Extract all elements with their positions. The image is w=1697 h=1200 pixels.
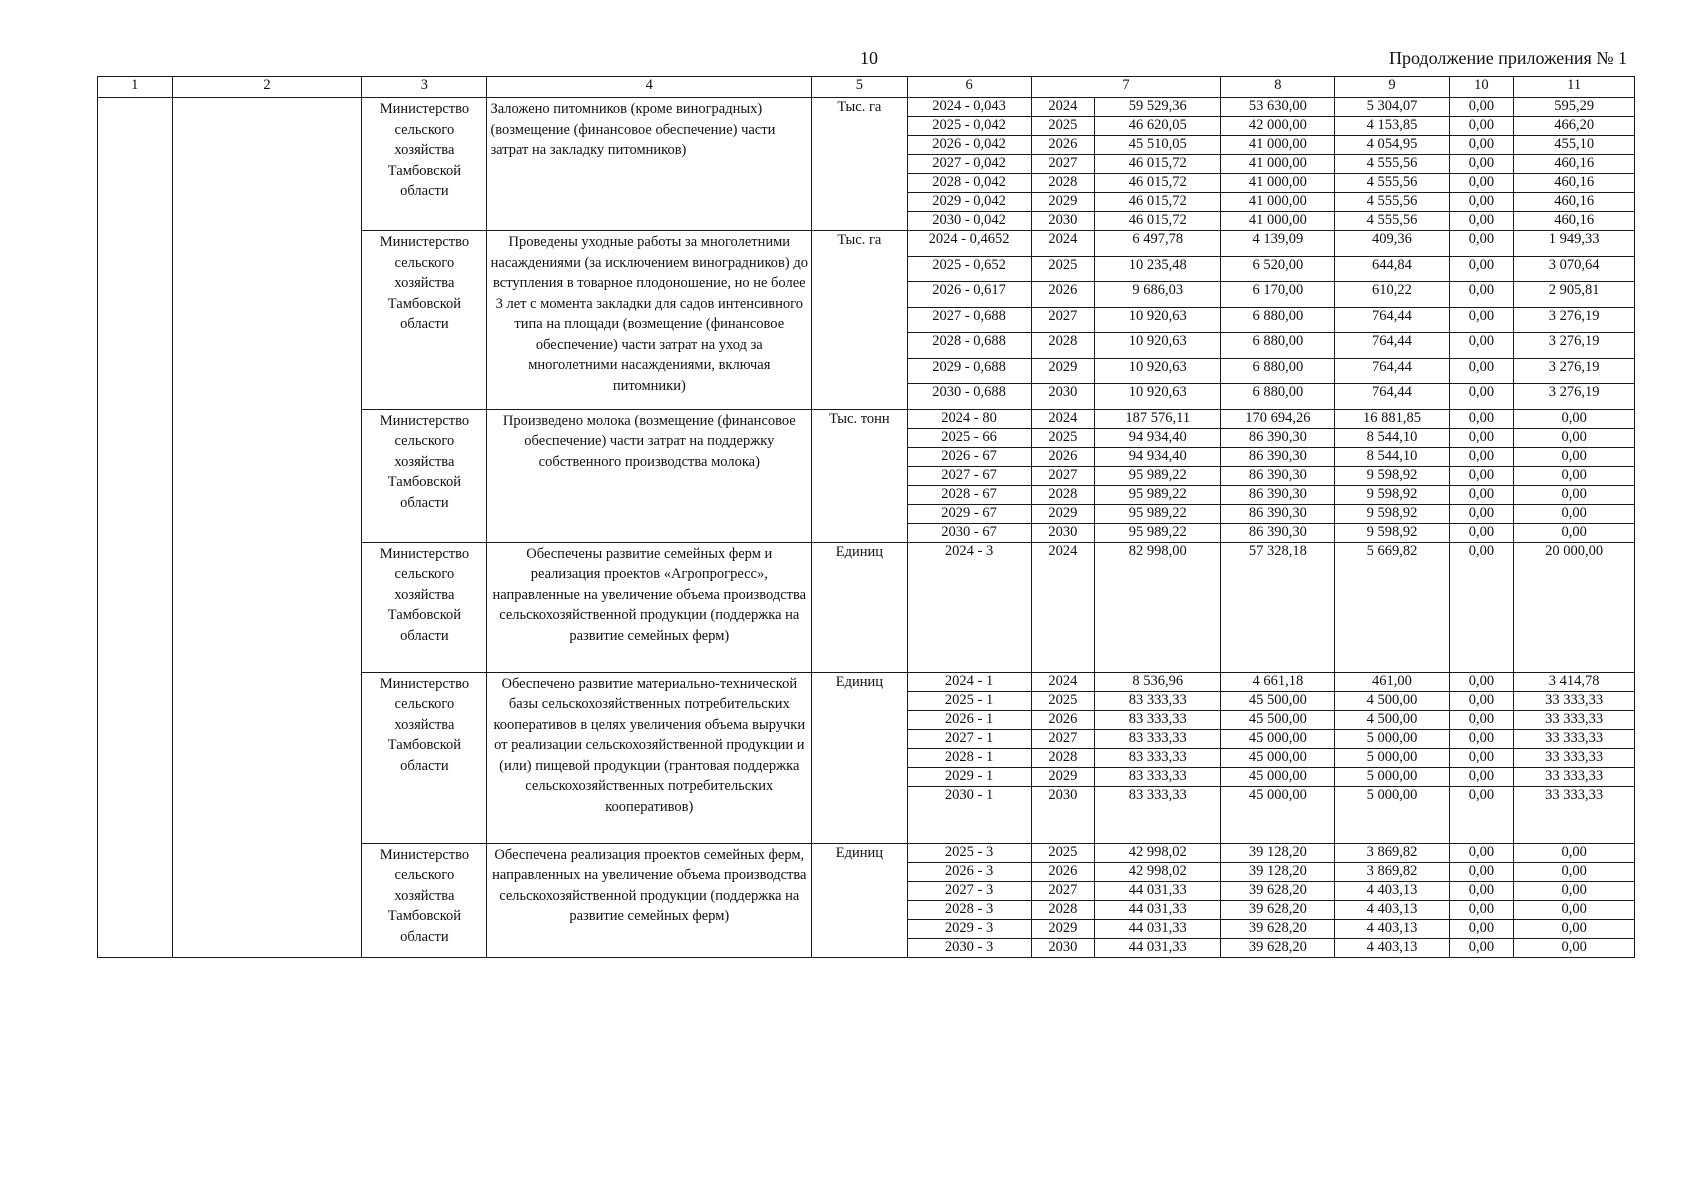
total-amount-cell: 42 998,02 xyxy=(1095,862,1221,881)
total-amount-cell: 45 510,05 xyxy=(1095,136,1221,155)
local-amount-cell: 0,00 xyxy=(1449,767,1514,786)
column-header-9: 9 xyxy=(1335,77,1449,98)
local-amount-cell: 0,00 xyxy=(1449,409,1514,428)
federal-amount-cell: 41 000,00 xyxy=(1221,136,1335,155)
year-cell: 2029 xyxy=(1031,193,1095,212)
extrabudget-amount-cell: 3 276,19 xyxy=(1514,307,1635,333)
extrabudget-amount-cell: 33 333,33 xyxy=(1514,767,1635,786)
year-cell: 2026 xyxy=(1031,862,1095,881)
local-amount-cell: 0,00 xyxy=(1449,843,1514,862)
federal-amount-cell: 86 390,30 xyxy=(1221,466,1335,485)
local-amount-cell: 0,00 xyxy=(1449,862,1514,881)
local-amount-cell: 0,00 xyxy=(1449,504,1514,523)
federal-amount-cell: 53 630,00 xyxy=(1221,98,1335,117)
year-target-cell: 2028 - 0,688 xyxy=(907,333,1031,359)
local-amount-cell: 0,00 xyxy=(1449,117,1514,136)
local-amount-cell: 0,00 xyxy=(1449,672,1514,691)
year-cell: 2024 xyxy=(1031,409,1095,428)
local-amount-cell: 0,00 xyxy=(1449,447,1514,466)
year-target-cell: 2024 - 80 xyxy=(907,409,1031,428)
total-amount-cell: 44 031,33 xyxy=(1095,881,1221,900)
unit-cell: Тыс. га xyxy=(812,98,907,231)
regional-amount-cell: 8 544,10 xyxy=(1335,428,1449,447)
year-cell: 2026 xyxy=(1031,447,1095,466)
year-cell: 2026 xyxy=(1031,282,1095,308)
year-target-cell: 2030 - 0,688 xyxy=(907,384,1031,410)
total-amount-cell: 83 333,33 xyxy=(1095,710,1221,729)
extrabudget-amount-cell: 33 333,33 xyxy=(1514,729,1635,748)
total-amount-cell: 94 934,40 xyxy=(1095,447,1221,466)
federal-amount-cell: 86 390,30 xyxy=(1221,523,1335,542)
column-header-8: 8 xyxy=(1221,77,1335,98)
extrabudget-amount-cell: 33 333,33 xyxy=(1514,710,1635,729)
year-cell: 2030 xyxy=(1031,384,1095,410)
local-amount-cell: 0,00 xyxy=(1449,919,1514,938)
federal-amount-cell: 6 170,00 xyxy=(1221,282,1335,308)
regional-amount-cell: 5 000,00 xyxy=(1335,767,1449,786)
local-amount-cell: 0,00 xyxy=(1449,358,1514,384)
regional-amount-cell: 4 403,13 xyxy=(1335,900,1449,919)
regional-amount-cell: 4 555,56 xyxy=(1335,193,1449,212)
year-target-cell: 2025 - 66 xyxy=(907,428,1031,447)
year-target-cell: 2028 - 1 xyxy=(907,748,1031,767)
total-amount-cell: 10 235,48 xyxy=(1095,256,1221,282)
federal-amount-cell: 45 000,00 xyxy=(1221,767,1335,786)
year-cell: 2027 xyxy=(1031,307,1095,333)
local-amount-cell: 0,00 xyxy=(1449,98,1514,117)
federal-amount-cell: 41 000,00 xyxy=(1221,174,1335,193)
extrabudget-amount-cell: 0,00 xyxy=(1514,881,1635,900)
total-amount-cell: 10 920,63 xyxy=(1095,358,1221,384)
year-target-cell: 2027 - 3 xyxy=(907,881,1031,900)
extrabudget-amount-cell: 460,16 xyxy=(1514,212,1635,231)
local-amount-cell: 0,00 xyxy=(1449,485,1514,504)
total-amount-cell: 46 620,05 xyxy=(1095,117,1221,136)
total-amount-cell: 46 015,72 xyxy=(1095,212,1221,231)
year-target-cell: 2027 - 67 xyxy=(907,466,1031,485)
local-amount-cell: 0,00 xyxy=(1449,256,1514,282)
extrabudget-amount-cell: 0,00 xyxy=(1514,466,1635,485)
total-amount-cell: 44 031,33 xyxy=(1095,900,1221,919)
total-amount-cell: 83 333,33 xyxy=(1095,729,1221,748)
result-description-cell: Произведено молока (возмещение (финансовое обеспечение) части затрат на поддержку собственного производства молока) xyxy=(487,409,812,542)
total-amount-cell: 6 497,78 xyxy=(1095,231,1221,257)
unit-cell: Единиц xyxy=(812,843,907,957)
federal-amount-cell: 45 000,00 xyxy=(1221,729,1335,748)
year-target-cell: 2030 - 0,042 xyxy=(907,212,1031,231)
year-target-cell: 2029 - 1 xyxy=(907,767,1031,786)
total-amount-cell: 187 576,11 xyxy=(1095,409,1221,428)
federal-amount-cell: 41 000,00 xyxy=(1221,155,1335,174)
total-amount-cell: 83 333,33 xyxy=(1095,767,1221,786)
total-amount-cell: 46 015,72 xyxy=(1095,174,1221,193)
year-cell: 2028 xyxy=(1031,174,1095,193)
local-amount-cell: 0,00 xyxy=(1449,155,1514,174)
extrabudget-amount-cell: 1 949,33 xyxy=(1514,231,1635,257)
extrabudget-amount-cell: 33 333,33 xyxy=(1514,786,1635,843)
year-cell: 2025 xyxy=(1031,428,1095,447)
year-cell: 2024 xyxy=(1031,672,1095,691)
regional-amount-cell: 4 403,13 xyxy=(1335,919,1449,938)
year-cell: 2027 xyxy=(1031,466,1095,485)
total-amount-cell: 42 998,02 xyxy=(1095,843,1221,862)
local-amount-cell: 0,00 xyxy=(1449,282,1514,308)
regional-amount-cell: 610,22 xyxy=(1335,282,1449,308)
federal-amount-cell: 39 628,20 xyxy=(1221,900,1335,919)
table-row xyxy=(98,98,1635,117)
extrabudget-amount-cell: 0,00 xyxy=(1514,428,1635,447)
local-amount-cell: 0,00 xyxy=(1449,333,1514,359)
year-cell: 2027 xyxy=(1031,155,1095,174)
year-cell: 2024 xyxy=(1031,98,1095,117)
year-target-cell: 2029 - 3 xyxy=(907,919,1031,938)
local-amount-cell: 0,00 xyxy=(1449,384,1514,410)
year-cell: 2028 xyxy=(1031,333,1095,359)
extrabudget-amount-cell: 3 414,78 xyxy=(1514,672,1635,691)
extrabudget-amount-cell: 455,10 xyxy=(1514,136,1635,155)
extrabudget-amount-cell: 20 000,00 xyxy=(1514,542,1635,672)
year-target-cell: 2030 - 1 xyxy=(907,786,1031,843)
year-target-cell: 2028 - 67 xyxy=(907,485,1031,504)
ministry-cell: Министерство сельского хозяйства Тамбовской области xyxy=(362,231,487,410)
extrabudget-amount-cell: 0,00 xyxy=(1514,447,1635,466)
year-cell: 2030 xyxy=(1031,523,1095,542)
year-cell: 2030 xyxy=(1031,938,1095,957)
year-cell: 2026 xyxy=(1031,136,1095,155)
extrabudget-amount-cell: 460,16 xyxy=(1514,193,1635,212)
year-target-cell: 2025 - 0,652 xyxy=(907,256,1031,282)
year-target-cell: 2030 - 67 xyxy=(907,523,1031,542)
regional-amount-cell: 5 000,00 xyxy=(1335,729,1449,748)
regional-amount-cell: 764,44 xyxy=(1335,358,1449,384)
year-cell: 2024 xyxy=(1031,542,1095,672)
total-amount-cell: 44 031,33 xyxy=(1095,938,1221,957)
total-amount-cell: 82 998,00 xyxy=(1095,542,1221,672)
year-target-cell: 2028 - 3 xyxy=(907,900,1031,919)
year-target-cell: 2025 - 1 xyxy=(907,691,1031,710)
federal-amount-cell: 86 390,30 xyxy=(1221,504,1335,523)
year-cell: 2030 xyxy=(1031,212,1095,231)
local-amount-cell: 0,00 xyxy=(1449,307,1514,333)
regional-amount-cell: 4 500,00 xyxy=(1335,710,1449,729)
regional-amount-cell: 8 544,10 xyxy=(1335,447,1449,466)
result-description-cell: Обеспечены развитие семейных ферм и реализация проектов «Агропрогресс», направленные на увеличение объема производства сельскохозяйственной продукции (поддержка на развитие семейных ферм) xyxy=(487,542,812,672)
regional-amount-cell: 5 669,82 xyxy=(1335,542,1449,672)
year-target-cell: 2030 - 3 xyxy=(907,938,1031,957)
local-amount-cell: 0,00 xyxy=(1449,231,1514,257)
total-amount-cell: 95 989,22 xyxy=(1095,485,1221,504)
local-amount-cell: 0,00 xyxy=(1449,542,1514,672)
federal-amount-cell: 4 661,18 xyxy=(1221,672,1335,691)
local-amount-cell: 0,00 xyxy=(1449,523,1514,542)
total-amount-cell: 10 920,63 xyxy=(1095,307,1221,333)
year-target-cell: 2029 - 0,688 xyxy=(907,358,1031,384)
regional-amount-cell: 4 153,85 xyxy=(1335,117,1449,136)
unit-cell: Единиц xyxy=(812,542,907,672)
year-target-cell: 2026 - 0,042 xyxy=(907,136,1031,155)
regional-amount-cell: 4 403,13 xyxy=(1335,938,1449,957)
year-target-cell: 2025 - 0,042 xyxy=(907,117,1031,136)
appendix-table xyxy=(97,76,1635,958)
regional-amount-cell: 16 881,85 xyxy=(1335,409,1449,428)
total-amount-cell: 9 686,03 xyxy=(1095,282,1221,308)
year-cell: 2025 xyxy=(1031,843,1095,862)
page-number: 10 xyxy=(860,48,878,68)
federal-amount-cell: 45 000,00 xyxy=(1221,748,1335,767)
regional-amount-cell: 4 403,13 xyxy=(1335,881,1449,900)
column-header-11: 11 xyxy=(1514,77,1635,98)
total-amount-cell: 83 333,33 xyxy=(1095,748,1221,767)
local-amount-cell: 0,00 xyxy=(1449,212,1514,231)
regional-amount-cell: 9 598,92 xyxy=(1335,485,1449,504)
column-header-6: 6 xyxy=(907,77,1031,98)
regional-amount-cell: 4 054,95 xyxy=(1335,136,1449,155)
year-target-cell: 2024 - 0,4652 xyxy=(907,231,1031,257)
regional-amount-cell: 9 598,92 xyxy=(1335,466,1449,485)
federal-amount-cell: 41 000,00 xyxy=(1221,212,1335,231)
federal-amount-cell: 45 000,00 xyxy=(1221,786,1335,843)
extrabudget-amount-cell: 0,00 xyxy=(1514,485,1635,504)
local-amount-cell: 0,00 xyxy=(1449,136,1514,155)
year-target-cell: 2025 - 3 xyxy=(907,843,1031,862)
year-target-cell: 2024 - 3 xyxy=(907,542,1031,672)
total-amount-cell: 46 015,72 xyxy=(1095,193,1221,212)
total-amount-cell: 95 989,22 xyxy=(1095,466,1221,485)
year-target-cell: 2027 - 0,042 xyxy=(907,155,1031,174)
extrabudget-amount-cell: 2 905,81 xyxy=(1514,282,1635,308)
local-amount-cell: 0,00 xyxy=(1449,786,1514,843)
local-amount-cell: 0,00 xyxy=(1449,938,1514,957)
regional-amount-cell: 461,00 xyxy=(1335,672,1449,691)
year-target-cell: 2029 - 0,042 xyxy=(907,193,1031,212)
ministry-cell: Министерство сельского хозяйства Тамбовской области xyxy=(362,542,487,672)
column-2-cell xyxy=(172,98,362,958)
year-cell: 2029 xyxy=(1031,919,1095,938)
federal-amount-cell: 42 000,00 xyxy=(1221,117,1335,136)
year-cell: 2029 xyxy=(1031,358,1095,384)
extrabudget-amount-cell: 3 070,64 xyxy=(1514,256,1635,282)
column-header-7: 7 xyxy=(1031,77,1221,98)
year-target-cell: 2026 - 67 xyxy=(907,447,1031,466)
extrabudget-amount-cell: 0,00 xyxy=(1514,409,1635,428)
federal-amount-cell: 57 328,18 xyxy=(1221,542,1335,672)
year-target-cell: 2027 - 0,688 xyxy=(907,307,1031,333)
regional-amount-cell: 3 869,82 xyxy=(1335,862,1449,881)
column-header-5: 5 xyxy=(812,77,907,98)
regional-amount-cell: 5 000,00 xyxy=(1335,748,1449,767)
year-cell: 2025 xyxy=(1031,117,1095,136)
extrabudget-amount-cell: 0,00 xyxy=(1514,938,1635,957)
regional-amount-cell: 5 000,00 xyxy=(1335,786,1449,843)
federal-amount-cell: 39 628,20 xyxy=(1221,881,1335,900)
total-amount-cell: 10 920,63 xyxy=(1095,333,1221,359)
regional-amount-cell: 3 869,82 xyxy=(1335,843,1449,862)
extrabudget-amount-cell: 460,16 xyxy=(1514,155,1635,174)
federal-amount-cell: 41 000,00 xyxy=(1221,193,1335,212)
year-target-cell: 2026 - 3 xyxy=(907,862,1031,881)
regional-amount-cell: 9 598,92 xyxy=(1335,523,1449,542)
local-amount-cell: 0,00 xyxy=(1449,466,1514,485)
ministry-cell: Министерство сельского хозяйства Тамбовской области xyxy=(362,409,487,542)
extrabudget-amount-cell: 3 276,19 xyxy=(1514,358,1635,384)
extrabudget-amount-cell: 0,00 xyxy=(1514,523,1635,542)
regional-amount-cell: 764,44 xyxy=(1335,333,1449,359)
total-amount-cell: 46 015,72 xyxy=(1095,155,1221,174)
extrabudget-amount-cell: 33 333,33 xyxy=(1514,691,1635,710)
year-cell: 2029 xyxy=(1031,504,1095,523)
ministry-cell: Министерство сельского хозяйства Тамбовской области xyxy=(362,98,487,231)
year-cell: 2025 xyxy=(1031,256,1095,282)
federal-amount-cell: 39 628,20 xyxy=(1221,919,1335,938)
extrabudget-amount-cell: 3 276,19 xyxy=(1514,384,1635,410)
federal-amount-cell: 45 500,00 xyxy=(1221,691,1335,710)
local-amount-cell: 0,00 xyxy=(1449,174,1514,193)
regional-amount-cell: 4 500,00 xyxy=(1335,691,1449,710)
year-cell: 2028 xyxy=(1031,748,1095,767)
total-amount-cell: 83 333,33 xyxy=(1095,691,1221,710)
local-amount-cell: 0,00 xyxy=(1449,729,1514,748)
column-1-cell xyxy=(98,98,173,958)
total-amount-cell: 10 920,63 xyxy=(1095,384,1221,410)
regional-amount-cell: 5 304,07 xyxy=(1335,98,1449,117)
year-cell: 2027 xyxy=(1031,729,1095,748)
federal-amount-cell: 86 390,30 xyxy=(1221,485,1335,504)
result-description-cell: Заложено питомников (кроме виноградных) (возмещение (финансовое обеспечение) части затрат на закладку питомников) xyxy=(487,98,812,231)
federal-amount-cell: 39 628,20 xyxy=(1221,938,1335,957)
local-amount-cell: 0,00 xyxy=(1449,900,1514,919)
federal-amount-cell: 6 880,00 xyxy=(1221,358,1335,384)
federal-amount-cell: 39 128,20 xyxy=(1221,862,1335,881)
unit-cell: Тыс. тонн xyxy=(812,409,907,542)
regional-amount-cell: 764,44 xyxy=(1335,307,1449,333)
unit-cell: Тыс. га xyxy=(812,231,907,410)
column-header-1: 1 xyxy=(98,77,173,98)
total-amount-cell: 59 529,36 xyxy=(1095,98,1221,117)
local-amount-cell: 0,00 xyxy=(1449,710,1514,729)
ministry-cell: Министерство сельского хозяйства Тамбовской области xyxy=(362,843,487,957)
year-cell: 2026 xyxy=(1031,710,1095,729)
extrabudget-amount-cell: 466,20 xyxy=(1514,117,1635,136)
regional-amount-cell: 764,44 xyxy=(1335,384,1449,410)
regional-amount-cell: 4 555,56 xyxy=(1335,155,1449,174)
regional-amount-cell: 409,36 xyxy=(1335,231,1449,257)
year-target-cell: 2027 - 1 xyxy=(907,729,1031,748)
column-header-4: 4 xyxy=(487,77,812,98)
regional-amount-cell: 644,84 xyxy=(1335,256,1449,282)
federal-amount-cell: 4 139,09 xyxy=(1221,231,1335,257)
year-target-cell: 2026 - 1 xyxy=(907,710,1031,729)
unit-cell: Единиц xyxy=(812,672,907,843)
year-cell: 2027 xyxy=(1031,881,1095,900)
extrabudget-amount-cell: 0,00 xyxy=(1514,919,1635,938)
total-amount-cell: 94 934,40 xyxy=(1095,428,1221,447)
federal-amount-cell: 45 500,00 xyxy=(1221,710,1335,729)
extrabudget-amount-cell: 33 333,33 xyxy=(1514,748,1635,767)
extrabudget-amount-cell: 0,00 xyxy=(1514,862,1635,881)
total-amount-cell: 44 031,33 xyxy=(1095,919,1221,938)
regional-amount-cell: 4 555,56 xyxy=(1335,212,1449,231)
federal-amount-cell: 6 880,00 xyxy=(1221,307,1335,333)
total-amount-cell: 95 989,22 xyxy=(1095,523,1221,542)
federal-amount-cell: 170 694,26 xyxy=(1221,409,1335,428)
year-cell: 2030 xyxy=(1031,786,1095,843)
federal-amount-cell: 86 390,30 xyxy=(1221,428,1335,447)
result-description-cell: Проведены уходные работы за многолетними насаждениями (за исключением виноградников) до вступления в товарное плодоношение, но не более 3 лет с момента закладки для садов интенсивного типа на площади (возмещение (финансовое обеспечение) части затрат на уход за многолетними насаждениями, включая питомники) xyxy=(487,231,812,410)
extrabudget-amount-cell: 0,00 xyxy=(1514,843,1635,862)
local-amount-cell: 0,00 xyxy=(1449,193,1514,212)
year-target-cell: 2028 - 0,042 xyxy=(907,174,1031,193)
federal-amount-cell: 39 128,20 xyxy=(1221,843,1335,862)
header-row xyxy=(98,77,1635,98)
regional-amount-cell: 9 598,92 xyxy=(1335,504,1449,523)
result-description-cell: Обеспечено развитие материально-технической базы сельскохозяйственных потребительских кооперативов в целях увеличения объема выручки от реализации сельскохозяйственной продукции и (или) пищевой продукции (грантовая поддержка сельскохозяйственных потребительских кооперативов) xyxy=(487,672,812,843)
total-amount-cell: 83 333,33 xyxy=(1095,786,1221,843)
federal-amount-cell: 6 880,00 xyxy=(1221,384,1335,410)
extrabudget-amount-cell: 0,00 xyxy=(1514,900,1635,919)
ministry-cell: Министерство сельского хозяйства Тамбовской области xyxy=(362,672,487,843)
total-amount-cell: 95 989,22 xyxy=(1095,504,1221,523)
table-body xyxy=(98,98,1635,958)
local-amount-cell: 0,00 xyxy=(1449,428,1514,447)
result-description-cell: Обеспечена реализация проектов семейных ферм, направленных на увеличение объема производства сельскохозяйственной продукции (поддержка на развитие семейных ферм) xyxy=(487,843,812,957)
column-header-3: 3 xyxy=(362,77,487,98)
year-target-cell: 2026 - 0,617 xyxy=(907,282,1031,308)
extrabudget-amount-cell: 0,00 xyxy=(1514,504,1635,523)
federal-amount-cell: 6 880,00 xyxy=(1221,333,1335,359)
federal-amount-cell: 6 520,00 xyxy=(1221,256,1335,282)
local-amount-cell: 0,00 xyxy=(1449,691,1514,710)
extrabudget-amount-cell: 595,29 xyxy=(1514,98,1635,117)
year-cell: 2024 xyxy=(1031,231,1095,257)
regional-amount-cell: 4 555,56 xyxy=(1335,174,1449,193)
year-target-cell: 2024 - 1 xyxy=(907,672,1031,691)
year-cell: 2028 xyxy=(1031,900,1095,919)
year-cell: 2025 xyxy=(1031,691,1095,710)
column-header-2: 2 xyxy=(172,77,362,98)
federal-amount-cell: 86 390,30 xyxy=(1221,447,1335,466)
year-cell: 2029 xyxy=(1031,767,1095,786)
extrabudget-amount-cell: 3 276,19 xyxy=(1514,333,1635,359)
total-amount-cell: 8 536,96 xyxy=(1095,672,1221,691)
local-amount-cell: 0,00 xyxy=(1449,748,1514,767)
extrabudget-amount-cell: 460,16 xyxy=(1514,174,1635,193)
page-caption: Продолжение приложения № 1 xyxy=(1388,48,1627,68)
year-target-cell: 2024 - 0,043 xyxy=(907,98,1031,117)
year-target-cell: 2029 - 67 xyxy=(907,504,1031,523)
year-cell: 2028 xyxy=(1031,485,1095,504)
local-amount-cell: 0,00 xyxy=(1449,881,1514,900)
column-header-10: 10 xyxy=(1449,77,1514,98)
